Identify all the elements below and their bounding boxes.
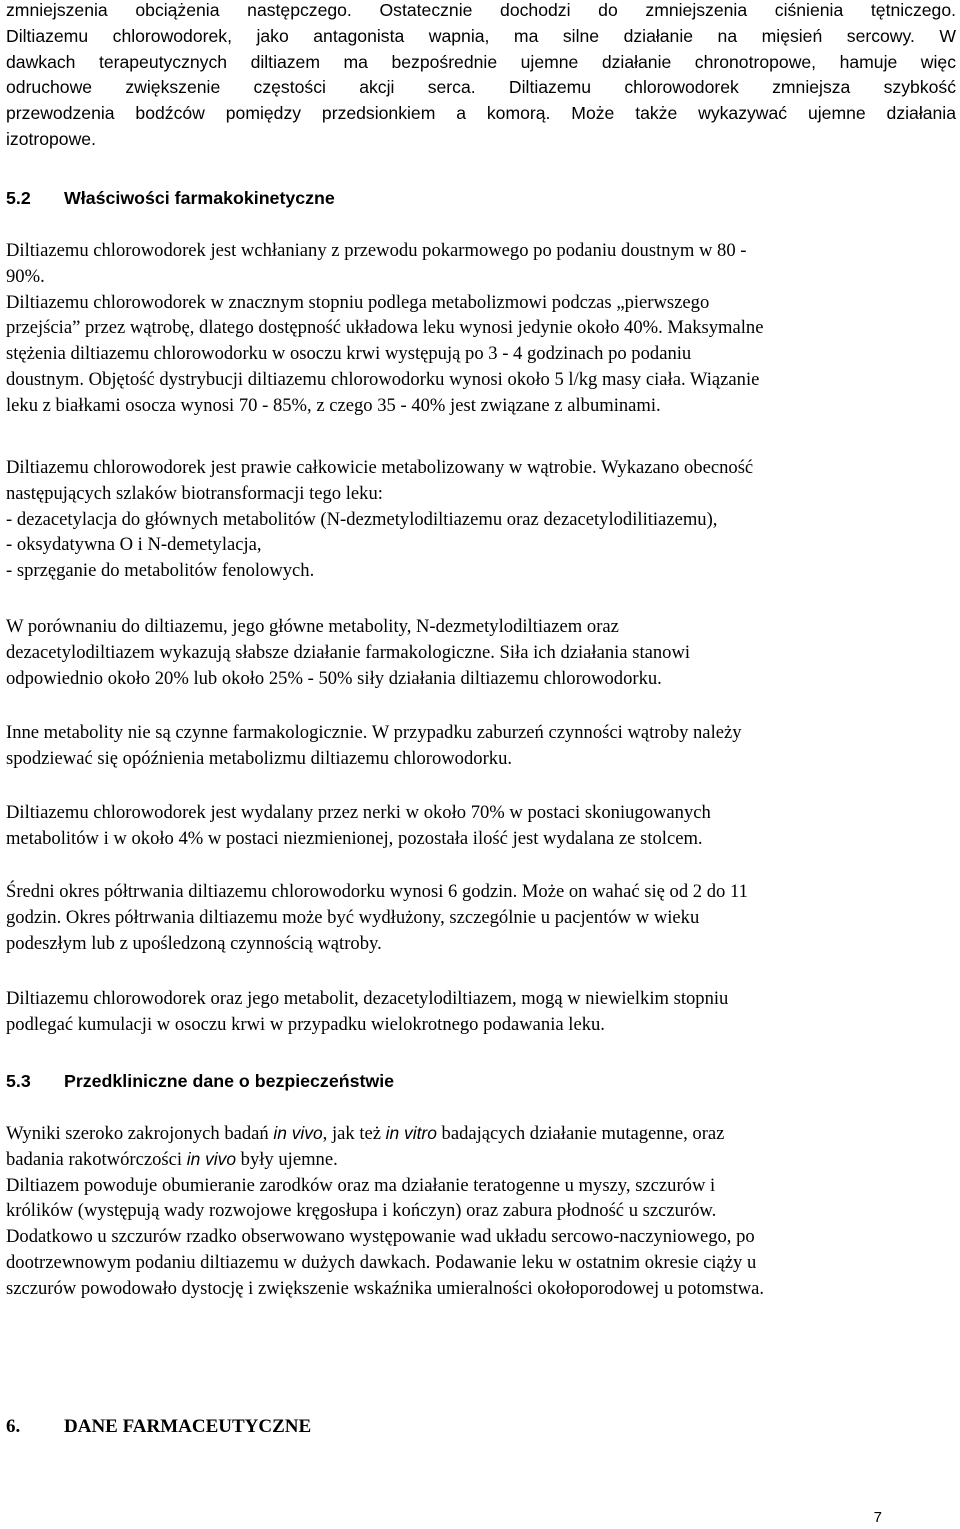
text-line [6, 1147, 956, 1173]
section-number: 5.2 [6, 188, 31, 208]
text-line: Diltiazem powoduje obumieranie zarodków oraz ma działanie teratogenne u myszy, szczurów i [6, 1174, 716, 1196]
text-line: przejścia” przez wątrobę, dlatego dostępność układowa leku wynosi jedynie około 40%. Maksymalne [6, 317, 764, 339]
text-line [6, 1121, 956, 1147]
list-item: - sprzęganie do metabolitów fenolowych. [6, 560, 315, 582]
text-line: zmniejszenia obciążenia następczego. Ostatecznie dochodzi do zmniejszenia ciśnienia tętniczego. [6, 0, 956, 20]
text-line: 90%. [6, 265, 45, 287]
text-line: Diltiazemu chlorowodorek, jako antagonista wapnia, ma silne działanie na mięsień sercowy. W [6, 25, 956, 46]
text-run: , jak też [322, 1123, 386, 1144]
pk-paragraph-metabolites [6, 614, 956, 691]
list-item: - dezacetylacja do głównych metabolitów (N-dezmetylodiltiazemu oraz dezacetylodilitiazemu), [6, 508, 718, 530]
text-line: Średni okres półtrwania diltiazemu chlorowodorku wynosi 6 godzin. Może on wahać się od 2 do 11 [6, 881, 748, 902]
text-line: W porównaniu do diltiazemu, jego główne metabolity, N-dezmetylodiltiazem oraz [6, 616, 619, 637]
section-title: Przedkliniczne dane o bezpieczeństwie [64, 1071, 395, 1091]
text-line: Diltiazemu chlorowodorek w znacznym stopniu podlega metabolizmowi podczas „pierwszego [6, 291, 710, 313]
list-item: - oksydatywna O i N-demetylacja, [6, 534, 262, 556]
pk-paragraph-absorption [6, 238, 956, 419]
text-line: podlegać kumulacji w osoczu krwi w przypadku wielokrotnego podawania leku. [6, 1013, 605, 1035]
text-line: Diltiazemu chlorowodorek oraz jego metabolit, dezacetylodiltiazem, mogą w niewielkim stopniu [6, 988, 729, 1009]
text-line: dawkach terapeutycznych diltiazem ma bezpośrednie ujemne działanie chronotropowe, hamuje więc [6, 51, 956, 72]
section-heading-6 [6, 1414, 311, 1440]
text-line: Diltiazemu chlorowodorek jest prawie całkowicie metabolizowany w wątrobie. Wykazano obecność [6, 457, 754, 478]
text-line: godzin. Okres półtrwania diltiazemu może być wydłużony, szczególnie u pacjentów w wieku [6, 906, 700, 928]
text-line: przewodzenia bodźców pomiędzy przedsionkiem a komorą. Może także wykazywać ujemne działania [6, 103, 956, 124]
section-heading-5-2 [6, 185, 335, 211]
text-line: odpowiednio około 20% lub około 25% - 50% siły działania diltiazemu chlorowodorku. [6, 667, 662, 689]
text-line: królików (występują wady rozwojowe kręgosłupa i kończyn) oraz zabura płodność u szczurów. [6, 1200, 717, 1222]
text-line: leku z białkami osocza wynosi 70 - 85%, z czego 35 - 40% jest związane z albuminami. [6, 394, 661, 416]
pk-paragraph-inactive-metabolites [6, 720, 956, 772]
text-line: Diltiazemu chlorowodorek jest wchłaniany z przewodu pokarmowego po podaniu doustnym w 80 - [6, 240, 747, 261]
section-number: 6. [6, 1416, 21, 1437]
intro-paragraph [6, 0, 956, 153]
pk-paragraph-excretion [6, 800, 956, 852]
text-line: następujących szlaków biotransformacji tego leku: [6, 482, 383, 504]
section-number: 5.3 [6, 1071, 31, 1091]
text-line: doustnym. Objętość dystrybucji diltiazemu chlorowodorku wynosi około 5 l/kg masy ciała. Wiązanie [6, 368, 760, 390]
page-number: 7 [873, 1509, 882, 1526]
section-title: Właściwości farmakokinetyczne [64, 188, 335, 208]
text-line: dootrzewnowym podaniu diltiazemu w dużych dawkach. Podawanie leku w ostatnim okresie ciąży u [6, 1251, 757, 1273]
text-run: Wyniki szeroko zakrojonych badań [6, 1123, 274, 1144]
text-line: Dodatkowo u szczurów rzadko obserwowano występowanie wad układu sercowo-naczyniowego, po [6, 1226, 755, 1248]
text-line: stężenia diltiazemu chlorowodorku w osoczu krwi występują po 3 - 4 godzinach po podaniu [6, 343, 692, 365]
text-line: Diltiazemu chlorowodorek jest wydalany przez nerki w około 70% w postaci skoniugowanych [6, 802, 711, 823]
section-title: DANE FARMACEUTYCZNE [64, 1416, 312, 1437]
italic-term: in vitro [385, 1123, 437, 1143]
text-line: metabolitów i w około 4% w postaci niezmienionej, pozostała ilość jest wydalana ze stolcem. [6, 827, 703, 849]
pk-paragraph-metabolism [6, 455, 956, 584]
section-heading-5-3 [6, 1068, 394, 1094]
italic-term: in vivo [273, 1123, 323, 1143]
text-run: badania rakotwórczości [6, 1148, 187, 1170]
text-line: dezacetylodiltiazem wykazują słabsze działanie farmakologiczne. Siła ich działania stanowi [6, 641, 691, 663]
text-run: były ujemne. [236, 1148, 338, 1170]
text-line: izotropowe. [6, 128, 96, 149]
text-line: podeszłym lub z upośledzoną czynnością wątroby. [6, 932, 382, 954]
text-run: badających działanie mutagenne, oraz [436, 1123, 725, 1144]
pk-paragraph-accumulation [6, 986, 956, 1038]
text-line: odruchowe zwiększenie częstości akcji serca. Diltiazemu chlorowodorek zmniejsza szybkość [6, 77, 956, 98]
italic-term: in vivo [186, 1148, 236, 1169]
text-line: szczurów powodowało dystocję i zwiększenie wskaźnika umieralności okołoporodowej u potomstwa. [6, 1277, 765, 1299]
text-line: Inne metabolity nie są czynne farmakologicznie. W przypadku zaburzeń czynności wątroby należy [6, 722, 742, 743]
text-line: spodziewać się opóźnienia metabolizmu diltiazemu chlorowodorku. [6, 747, 513, 769]
preclinical-paragraph [6, 1121, 956, 1302]
pk-paragraph-half-life [6, 879, 956, 956]
